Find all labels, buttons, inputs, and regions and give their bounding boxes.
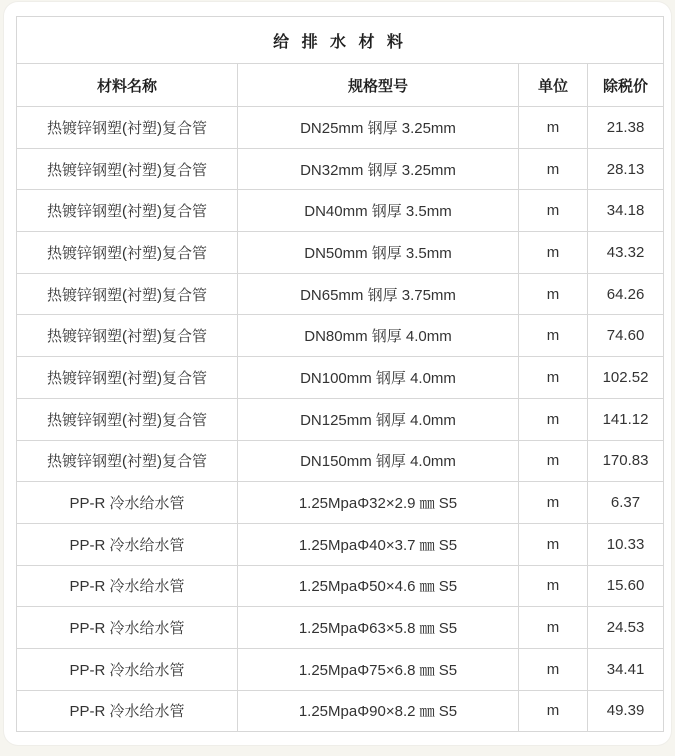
unit-cell: m xyxy=(519,523,588,565)
material-name-cell: 热镀锌钢塑(衬塑)复合管 xyxy=(17,315,238,357)
unit-cell: m xyxy=(519,107,588,149)
column-header-spec-model: 规格型号 xyxy=(238,64,519,107)
spec-model-cell: DN100mm 钢厚 4.0mm xyxy=(238,357,519,399)
price-cell: 6.37 xyxy=(588,482,664,524)
price-cell: 141.12 xyxy=(588,398,664,440)
material-name-cell: 热镀锌钢塑(衬塑)复合管 xyxy=(17,273,238,315)
unit-cell: m xyxy=(519,565,588,607)
spec-model-cell: 1.25MpaΦ63×5.8 ㎜ S5 xyxy=(238,607,519,649)
material-name-cell: PP-R 冷水给水管 xyxy=(17,482,238,524)
price-cell: 24.53 xyxy=(588,607,664,649)
unit-cell: m xyxy=(519,482,588,524)
column-header-material-name: 材料名称 xyxy=(17,64,238,107)
table-header-row xyxy=(17,64,664,107)
material-name-cell: 热镀锌钢塑(衬塑)复合管 xyxy=(17,148,238,190)
content-card xyxy=(4,2,671,745)
material-name-cell: PP-R 冷水给水管 xyxy=(17,565,238,607)
spec-model-cell: DN80mm 钢厚 4.0mm xyxy=(238,315,519,357)
table-row xyxy=(17,190,664,232)
material-name-cell: 热镀锌钢塑(衬塑)复合管 xyxy=(17,232,238,274)
spec-model-cell: DN40mm 钢厚 3.5mm xyxy=(238,190,519,232)
unit-cell: m xyxy=(519,440,588,482)
unit-cell: m xyxy=(519,648,588,690)
price-cell: 102.52 xyxy=(588,357,664,399)
table-title-row xyxy=(17,17,664,64)
unit-cell: m xyxy=(519,190,588,232)
price-cell: 43.32 xyxy=(588,232,664,274)
spec-model-cell: DN125mm 钢厚 4.0mm xyxy=(238,398,519,440)
material-name-cell: PP-R 冷水给水管 xyxy=(17,648,238,690)
material-name-cell: 热镀锌钢塑(衬塑)复合管 xyxy=(17,357,238,399)
table-row xyxy=(17,107,664,149)
spec-model-cell: DN65mm 钢厚 3.75mm xyxy=(238,273,519,315)
price-cell: 64.26 xyxy=(588,273,664,315)
material-name-cell: 热镀锌钢塑(衬塑)复合管 xyxy=(17,440,238,482)
spec-model-cell: DN25mm 钢厚 3.25mm xyxy=(238,107,519,149)
material-name-cell: 热镀锌钢塑(衬塑)复合管 xyxy=(17,190,238,232)
table-row xyxy=(17,315,664,357)
table-row xyxy=(17,398,664,440)
price-cell: 10.33 xyxy=(588,523,664,565)
table-row xyxy=(17,357,664,399)
table-row xyxy=(17,523,664,565)
price-cell: 74.60 xyxy=(588,315,664,357)
table-row xyxy=(17,607,664,649)
material-name-cell: PP-R 冷水给水管 xyxy=(17,523,238,565)
table-row xyxy=(17,440,664,482)
spec-model-cell: DN32mm 钢厚 3.25mm xyxy=(238,148,519,190)
materials-price-table xyxy=(16,16,664,732)
column-header-unit: 单位 xyxy=(519,64,588,107)
spec-model-cell: 1.25MpaΦ32×2.9 ㎜ S5 xyxy=(238,482,519,524)
spec-model-cell: 1.25MpaΦ75×6.8 ㎜ S5 xyxy=(238,648,519,690)
price-cell: 15.60 xyxy=(588,565,664,607)
table-row xyxy=(17,148,664,190)
spec-model-cell: DN50mm 钢厚 3.5mm xyxy=(238,232,519,274)
unit-cell: m xyxy=(519,148,588,190)
price-cell: 170.83 xyxy=(588,440,664,482)
table-title: 给 排 水 材 料 xyxy=(17,17,664,64)
unit-cell: m xyxy=(519,273,588,315)
price-cell: 34.18 xyxy=(588,190,664,232)
price-cell: 28.13 xyxy=(588,148,664,190)
table-row xyxy=(17,648,664,690)
table-row xyxy=(17,565,664,607)
price-cell: 49.39 xyxy=(588,690,664,732)
material-name-cell: 热镀锌钢塑(衬塑)复合管 xyxy=(17,398,238,440)
material-name-cell: PP-R 冷水给水管 xyxy=(17,607,238,649)
table-row xyxy=(17,482,664,524)
unit-cell: m xyxy=(519,315,588,357)
unit-cell: m xyxy=(519,232,588,274)
column-header-price-ex-tax: 除税价 xyxy=(588,64,664,107)
spec-model-cell: 1.25MpaΦ50×4.6 ㎜ S5 xyxy=(238,565,519,607)
price-cell: 21.38 xyxy=(588,107,664,149)
unit-cell: m xyxy=(519,607,588,649)
table-row xyxy=(17,273,664,315)
unit-cell: m xyxy=(519,357,588,399)
spec-model-cell: 1.25MpaΦ40×3.7 ㎜ S5 xyxy=(238,523,519,565)
unit-cell: m xyxy=(519,690,588,732)
price-cell: 34.41 xyxy=(588,648,664,690)
table-row xyxy=(17,690,664,732)
table-body xyxy=(17,107,664,732)
spec-model-cell: 1.25MpaΦ90×8.2 ㎜ S5 xyxy=(238,690,519,732)
table-row xyxy=(17,232,664,274)
material-name-cell: 热镀锌钢塑(衬塑)复合管 xyxy=(17,107,238,149)
unit-cell: m xyxy=(519,398,588,440)
spec-model-cell: DN150mm 钢厚 4.0mm xyxy=(238,440,519,482)
material-name-cell: PP-R 冷水给水管 xyxy=(17,690,238,732)
